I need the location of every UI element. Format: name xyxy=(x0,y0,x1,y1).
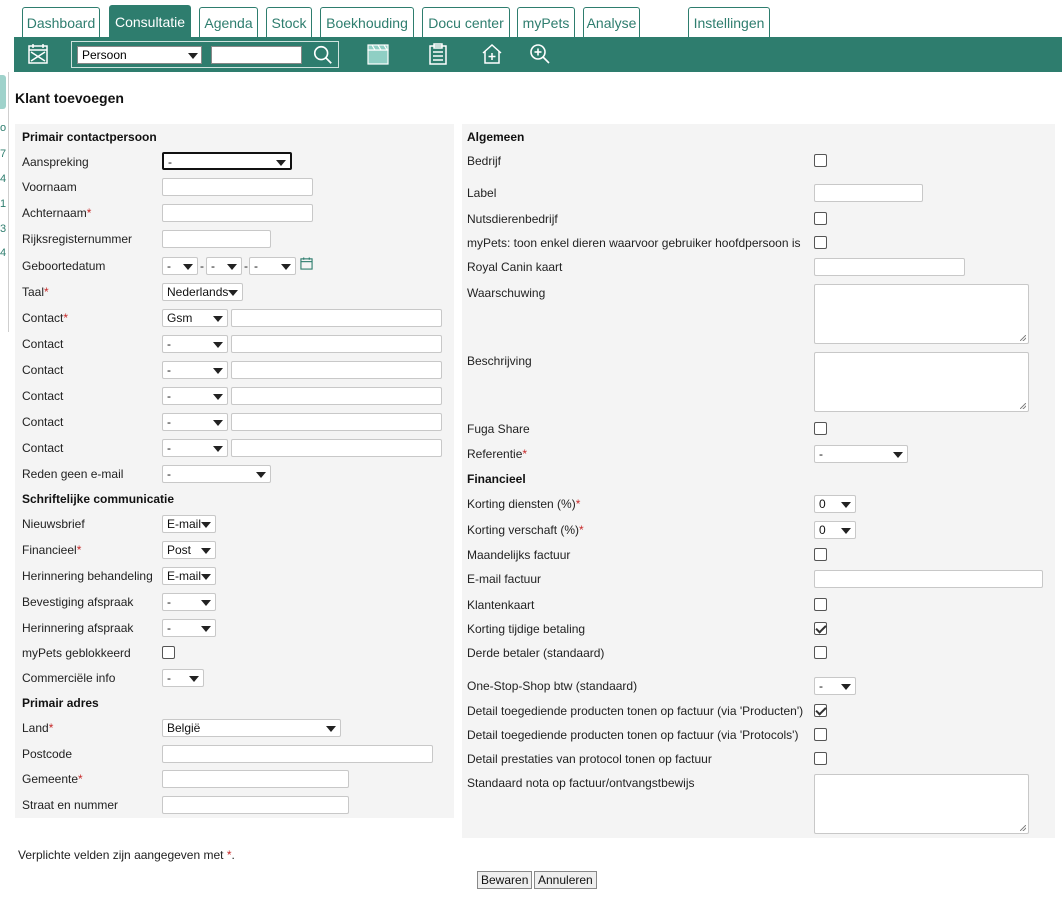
add-home-icon[interactable] xyxy=(478,40,506,68)
search-box xyxy=(71,41,339,68)
birth-month-select[interactable]: - xyxy=(206,257,242,275)
side-text: 4 xyxy=(0,247,7,259)
klantenkaart-checkbox[interactable] xyxy=(814,598,827,611)
clipboard-icon[interactable] xyxy=(424,40,452,68)
label-gemeente xyxy=(22,772,83,786)
main-tabs xyxy=(0,0,1062,37)
referentie-select[interactable]: - xyxy=(814,445,908,463)
commerciele-info-select[interactable]: - xyxy=(162,669,204,687)
bevestiging-afspraak-select[interactable]: - xyxy=(162,593,216,611)
label-geboortedatum: Geboortedatum xyxy=(22,259,106,273)
label-postcode: Postcode xyxy=(22,747,73,761)
contact-type-select[interactable]: - xyxy=(162,361,228,379)
contact-value-field[interactable] xyxy=(231,387,442,405)
required-mark: * xyxy=(86,206,92,220)
search-type-select[interactable] xyxy=(77,46,202,64)
contact-value-field[interactable] xyxy=(231,413,442,431)
label-mypets-hoofdpersoon: myPets: toon enkel dieren waarvoor gebruiker hoofdpersoon is xyxy=(467,236,801,250)
label-contact xyxy=(22,311,68,325)
section-financial: Financieel xyxy=(467,472,526,486)
email-factuur-field[interactable] xyxy=(814,570,1043,588)
contact-type-select[interactable]: - xyxy=(162,335,228,353)
label-herinnering-behandeling: Herinnering behandeling xyxy=(22,569,153,583)
fuga-share-checkbox[interactable] xyxy=(814,422,827,435)
clapperboard-icon[interactable] xyxy=(364,40,392,68)
reden-geen-email-select[interactable]: - xyxy=(162,465,271,483)
straat-field[interactable] xyxy=(162,796,349,814)
maandelijks-factuur-checkbox[interactable] xyxy=(814,548,827,561)
label-standaard-nota: Standaard nota op factuur/ontvangstbewijs xyxy=(467,776,695,790)
label-nutsdierenbedrijf: Nutsdierenbedrijf xyxy=(467,212,558,226)
korting-diensten-select[interactable]: 0 xyxy=(814,495,856,513)
label-taal-text: Taal xyxy=(22,285,45,299)
label-korting-tijdige-betaling: Korting tijdige betaling xyxy=(467,622,586,636)
contact-type-select[interactable]: Gsm xyxy=(162,309,228,327)
label-achternaam xyxy=(22,206,91,220)
tab-stock[interactable]: Stock xyxy=(266,7,312,37)
standaard-nota-textarea[interactable] xyxy=(814,774,1029,834)
label-detail-producten: Detail toegediende producten tonen op factuur (via 'Producten') xyxy=(467,704,804,718)
label-contact: Contact xyxy=(22,363,64,377)
mypets-geblokkeerd-checkbox[interactable] xyxy=(162,646,175,659)
label-bedrijf: Bedrijf xyxy=(467,154,502,168)
land-select[interactable]: België xyxy=(162,719,341,737)
side-text: 7 xyxy=(0,148,7,160)
search-input[interactable] xyxy=(211,46,302,64)
tab-consultatie[interactable]: Consultatie xyxy=(109,5,191,37)
side-text: o xyxy=(0,122,7,134)
label-field[interactable] xyxy=(814,184,923,202)
label-rijksregisternummer: Rijksregisternummer xyxy=(22,232,133,246)
label-achternaam-text: Achternaam xyxy=(22,206,87,220)
required-mark: * xyxy=(575,497,581,511)
label-korting-verschaft xyxy=(467,523,584,537)
label-taal xyxy=(22,285,49,299)
label-korting-verschaft-text: Korting verschaft (%) xyxy=(467,523,580,537)
label-voornaam: Voornaam xyxy=(22,180,77,194)
achternaam-field[interactable] xyxy=(162,204,313,222)
contact-type-select[interactable]: - xyxy=(162,413,228,431)
financieel-select[interactable]: Post xyxy=(162,541,216,559)
section-primary-address: Primair adres xyxy=(22,696,99,710)
label-fuga-share: Fuga Share xyxy=(467,422,530,436)
gemeente-field[interactable] xyxy=(162,770,349,788)
label-beschrijving: Beschrijving xyxy=(467,354,532,368)
save-button[interactable]: Bewaren xyxy=(477,871,532,889)
contact-value-field[interactable] xyxy=(231,439,442,457)
label-gemeente-text: Gemeente xyxy=(22,772,79,786)
side-text: 4 xyxy=(0,173,7,185)
calendar-cross-icon[interactable] xyxy=(24,40,52,68)
label-referentie-text: Referentie xyxy=(467,447,523,461)
required-mark: * xyxy=(63,311,69,325)
label-derde-betaler: Derde betaler (standaard) xyxy=(467,646,605,660)
contact-value-field[interactable] xyxy=(231,335,442,353)
required-mark: * xyxy=(44,285,49,299)
label-reden-geen-email: Reden geen e-mail xyxy=(22,467,124,481)
aanspreking-select[interactable]: - xyxy=(162,152,292,170)
herinnering-afspraak-select[interactable]: - xyxy=(162,619,216,637)
label-contact-text: Contact xyxy=(22,311,64,325)
label-aanspreking: Aanspreking xyxy=(22,155,89,169)
calendar-icon[interactable] xyxy=(300,257,313,270)
label-maandelijks-factuur: Maandelijks factuur xyxy=(467,548,571,562)
section-written-communication: Schriftelijke communicatie xyxy=(22,492,175,506)
side-panel-highlight[interactable] xyxy=(0,75,6,109)
oss-btw-select[interactable]: - xyxy=(814,677,856,695)
search-type-value: Persoon xyxy=(82,48,127,62)
section-primary-contact: Primair contactpersoon xyxy=(22,130,157,144)
tab-agenda[interactable]: Agenda xyxy=(199,7,258,37)
label-financieel-text: Financieel xyxy=(22,543,77,557)
detail-prestaties-checkbox[interactable] xyxy=(814,752,827,765)
label-straat: Straat en nummer xyxy=(22,798,119,812)
zoom-in-icon[interactable] xyxy=(526,40,554,68)
side-panel-edge xyxy=(0,72,9,332)
side-text: 3 xyxy=(0,223,7,235)
tab-mypets[interactable]: myPets xyxy=(517,7,575,37)
required-mark: * xyxy=(522,447,528,461)
label-mypets-geblokkeerd: myPets geblokkeerd xyxy=(22,646,131,660)
beschrijving-textarea[interactable] xyxy=(814,352,1029,412)
required-note-text: Verplichte velden zijn aangegeven met xyxy=(18,848,227,862)
side-text: 1 xyxy=(0,198,7,210)
nieuwsbrief-select[interactable]: E-mail xyxy=(162,515,216,533)
search-icon[interactable] xyxy=(312,44,334,66)
required-note-end: . xyxy=(231,848,235,862)
herinnering-behandeling-select[interactable]: E-mail xyxy=(162,567,216,585)
required-mark: * xyxy=(78,772,83,786)
mypets-hoofdpersoon-checkbox[interactable] xyxy=(814,236,827,249)
voornaam-field[interactable] xyxy=(162,178,313,196)
label-email-factuur: E-mail factuur xyxy=(467,572,542,586)
label-detail-protocols: Detail toegediende producten tonen op factuur (via 'Protocols') xyxy=(467,728,799,742)
label-detail-prestaties: Detail prestaties van protocol tonen op factuur xyxy=(467,752,712,766)
tab-boekhouding[interactable]: Boekhouding xyxy=(320,7,414,37)
label-nieuwsbrief: Nieuwsbrief xyxy=(22,517,85,531)
label-commerciele-info: Commerciële info xyxy=(22,671,116,685)
detail-protocols-checkbox[interactable] xyxy=(814,728,827,741)
toolbar xyxy=(14,37,1062,72)
cancel-button[interactable]: Annuleren xyxy=(534,871,597,889)
label-royal-canin: Royal Canin kaart xyxy=(467,260,563,274)
detail-producten-checkbox[interactable] xyxy=(814,704,827,717)
required-mark: * xyxy=(579,523,584,537)
birth-year-select[interactable]: - xyxy=(249,257,296,275)
rijksregister-field[interactable] xyxy=(162,230,271,248)
label-label: Label xyxy=(467,186,497,200)
label-klantenkaart: Klantenkaart xyxy=(467,598,535,612)
label-korting-diensten-text: Korting diensten (%) xyxy=(467,497,576,511)
korting-tijdige-betaling-checkbox[interactable] xyxy=(814,622,827,635)
required-mark: * xyxy=(76,543,82,557)
derde-betaler-checkbox[interactable] xyxy=(814,646,827,659)
contact-value-field[interactable] xyxy=(231,309,442,327)
label-land xyxy=(22,721,53,735)
label-financieel xyxy=(22,543,81,557)
required-mark: * xyxy=(226,848,232,862)
required-mark: * xyxy=(48,721,54,735)
label-oss-btw: One-Stop-Shop btw (standaard) xyxy=(467,679,638,693)
tab-analyse[interactable]: Analyse xyxy=(583,7,640,37)
contact-value-field[interactable] xyxy=(231,361,442,379)
required-fields-note xyxy=(18,848,235,862)
nutsdierenbedrijf-checkbox[interactable] xyxy=(814,212,827,225)
tab-docu-center[interactable]: Docu center xyxy=(422,7,510,37)
label-land-text: Land xyxy=(22,721,49,735)
label-korting-diensten xyxy=(467,497,580,511)
label-contact: Contact xyxy=(22,337,64,351)
tab-instellingen[interactable]: Instellingen xyxy=(688,7,770,37)
birth-day-select[interactable]: - xyxy=(162,257,198,275)
label-waarschuwing: Waarschuwing xyxy=(467,286,546,300)
royal-canin-field[interactable] xyxy=(814,258,965,276)
tab-dashboard[interactable]: Dashboard xyxy=(22,7,100,37)
label-bevestiging-afspraak: Bevestiging afspraak xyxy=(22,595,134,609)
postcode-field[interactable] xyxy=(162,745,433,763)
korting-verschaft-select[interactable]: 0 xyxy=(814,521,856,539)
label-contact: Contact xyxy=(22,415,64,429)
waarschuwing-textarea[interactable] xyxy=(814,284,1029,344)
label-contact: Contact xyxy=(22,441,64,455)
contact-type-select[interactable]: - xyxy=(162,439,228,457)
taal-select[interactable]: Nederlands xyxy=(162,283,243,301)
section-general: Algemeen xyxy=(467,130,525,144)
page-title: Klant toevoegen xyxy=(15,90,124,106)
label-herinnering-afspraak: Herinnering afspraak xyxy=(22,621,134,635)
label-referentie xyxy=(467,447,527,461)
bedrijf-checkbox[interactable] xyxy=(814,154,827,167)
label-contact: Contact xyxy=(22,389,64,403)
date-separator: - xyxy=(244,259,248,273)
date-separator: - xyxy=(200,259,204,273)
contact-type-select[interactable]: - xyxy=(162,387,228,405)
